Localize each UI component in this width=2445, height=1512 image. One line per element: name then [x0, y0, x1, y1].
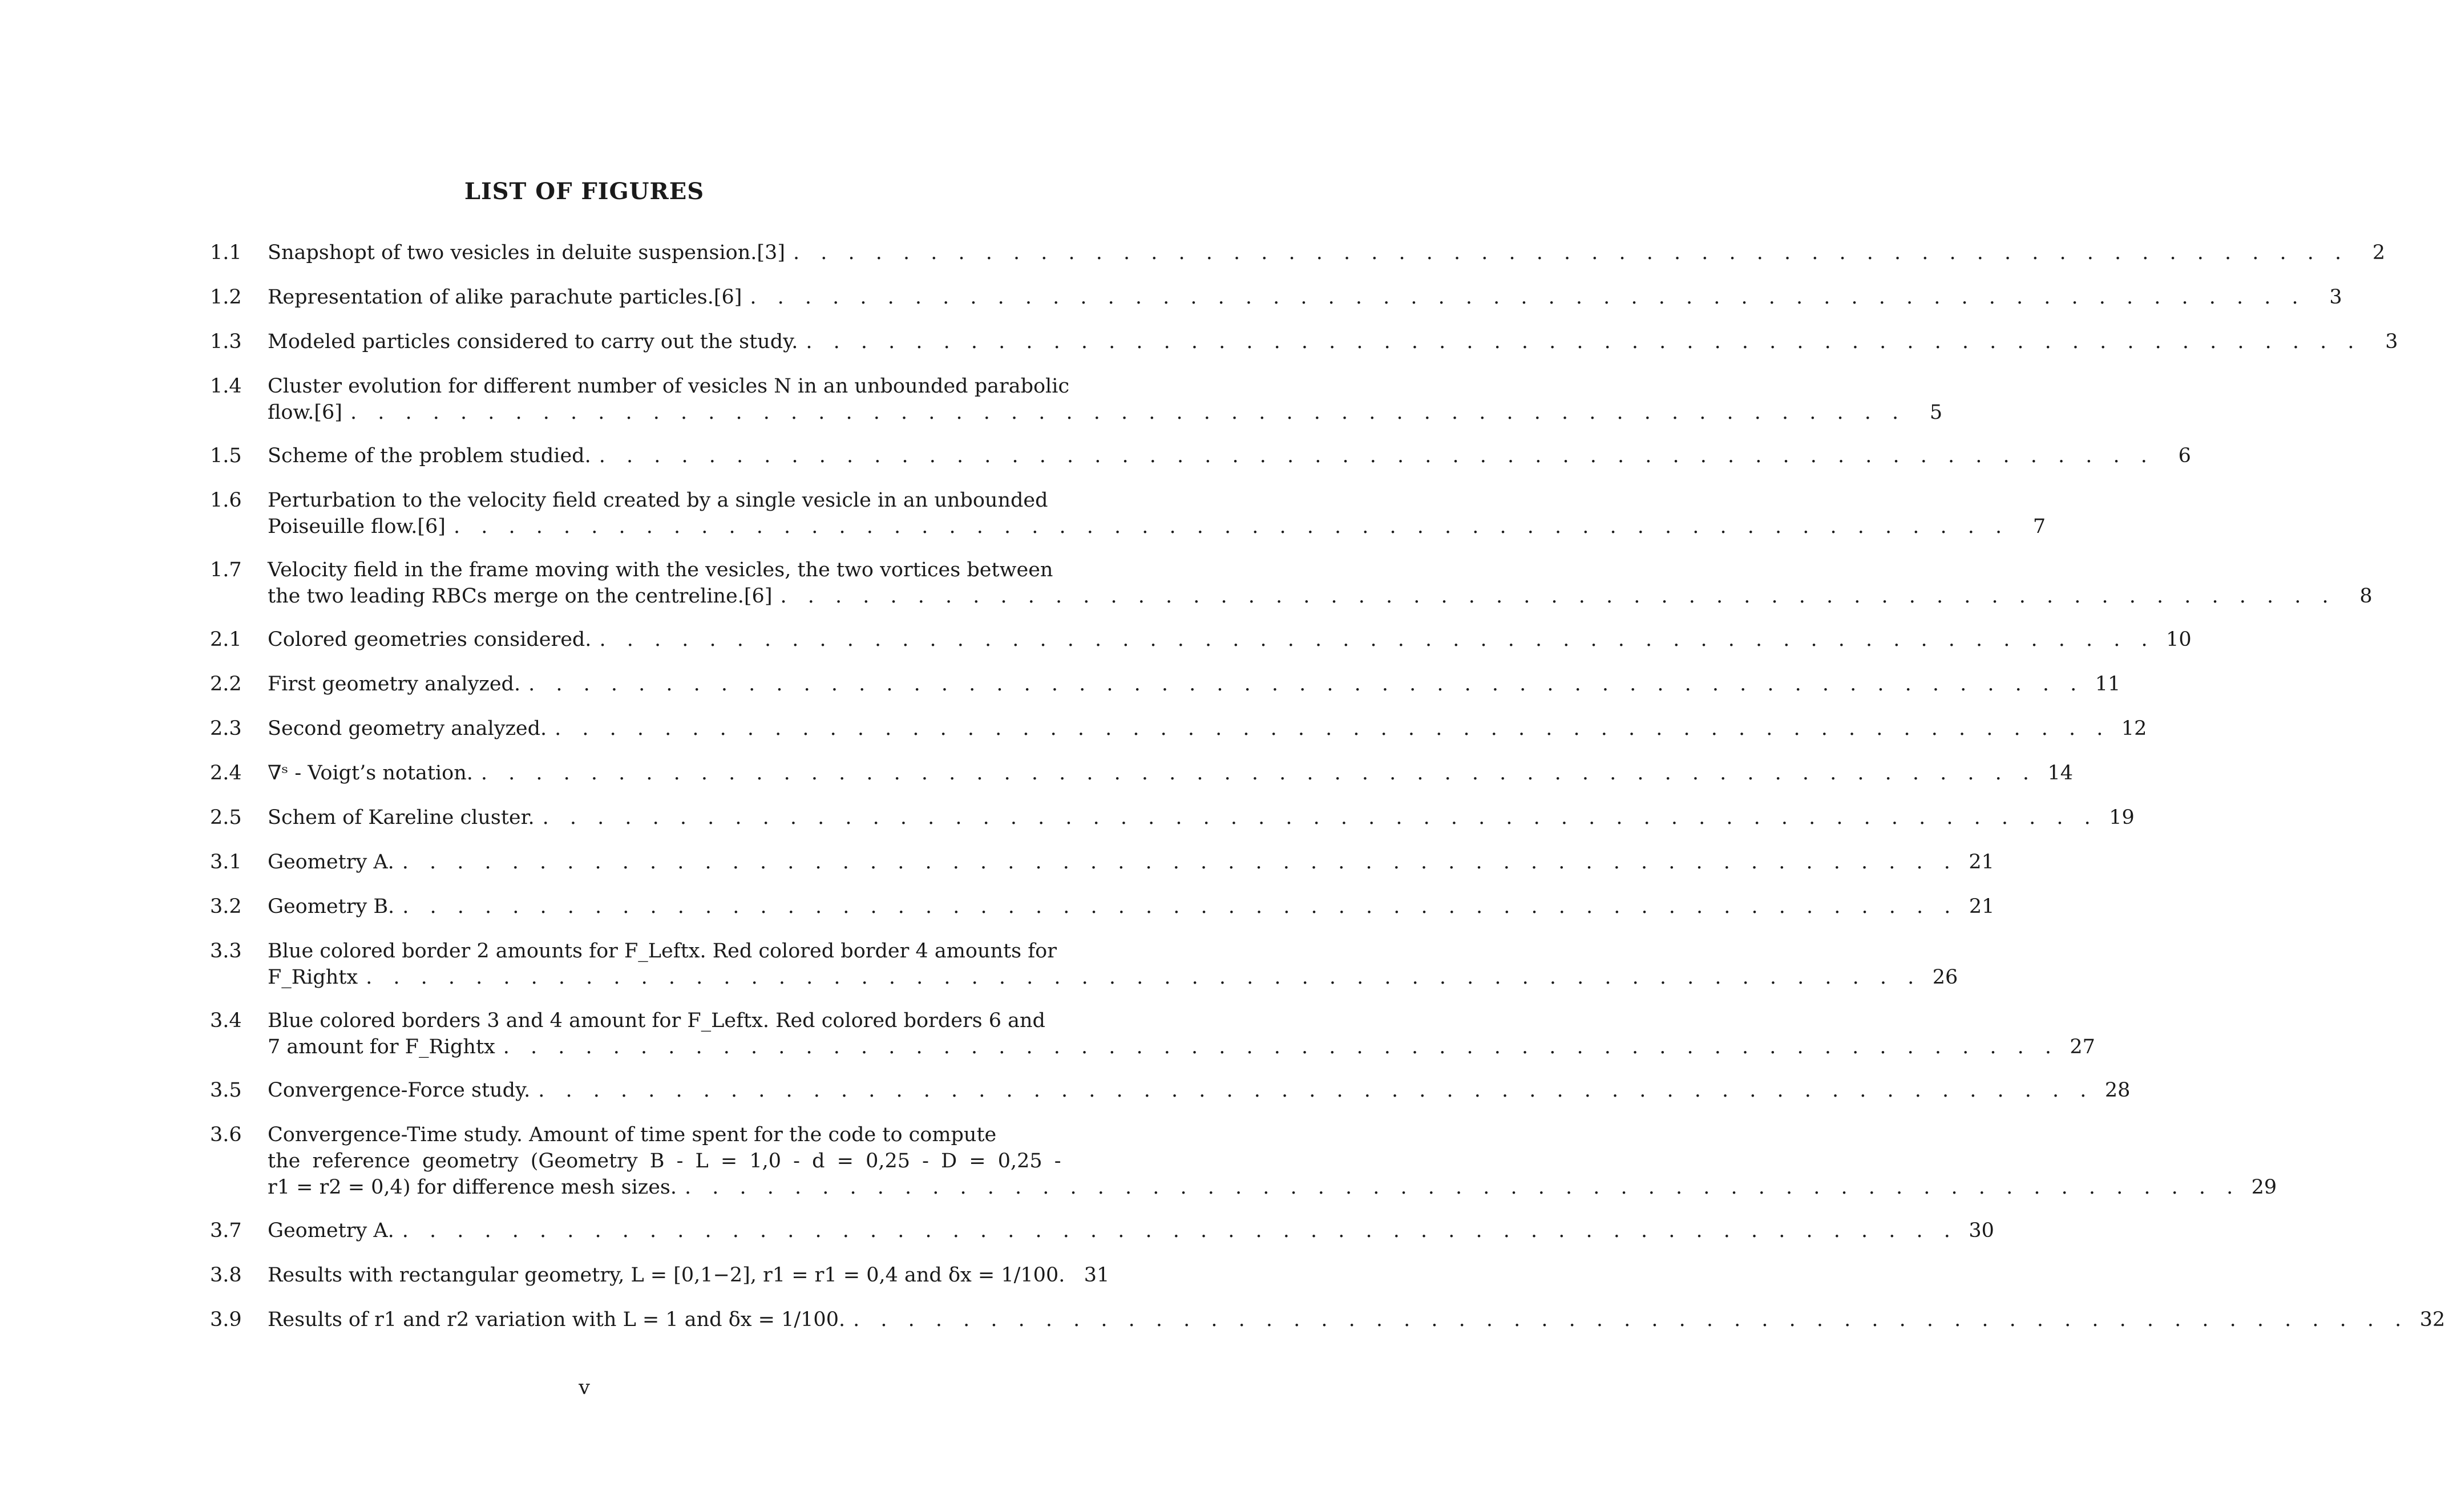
caption-last-line: [268, 329, 2398, 355]
figure-number: 1.6: [210, 489, 242, 512]
figure-caption: [268, 1218, 1994, 1244]
dot-leader: . . . . . . . . . . . . . . . . . . . . . . . . . . . . . . . . . . . . . . . . . . . . . . . . . . . . . . . . .: [366, 966, 1922, 989]
dot-leader: . . . . . . . . . . . . . . . . . . . . . . . . . . . . . . . . . . . . . . . . . . . . . . . . . . . . . . . . .: [806, 330, 2362, 353]
figure-caption: [268, 1122, 2277, 1200]
caption-line: Colored geometries considered.: [268, 628, 592, 651]
caption-last-line: [268, 715, 2147, 742]
figure-number: 2.5: [210, 806, 242, 829]
figure-entry: [210, 1307, 2445, 1333]
figure-number: 2.1: [210, 628, 242, 651]
caption-last-line: [268, 1307, 2445, 1333]
figure-caption: [268, 804, 2135, 831]
dot-leader: . . . . . . . . . . . . . . . . . . . . . . . . . . . . . . . . . . . . . . . . . . . . . . . . . . . . . . . . .: [453, 515, 2010, 538]
figure-entry: [210, 1122, 2277, 1200]
page-reference: 30: [1969, 1219, 1994, 1242]
caption-line: flow.[6]: [268, 401, 342, 424]
caption-line: Poiseuille flow.[6]: [268, 515, 446, 538]
figure-number: 3.7: [210, 1219, 242, 1242]
dot-leader: . . . . . . . . . . . . . . . . . . . . . . . . . . . . . . . . . . . . . . . . . . . . . . . . . . . . . . . . .: [402, 1219, 1958, 1242]
page-reference: 12: [2121, 717, 2147, 740]
figure-number: 3.8: [210, 1264, 242, 1287]
caption-last-line: [268, 399, 1943, 426]
page-reference: 27: [2070, 1036, 2095, 1058]
caption-last-line: [268, 284, 2342, 310]
caption-line: Cluster evolution for different number of vesicles N in an unbounded parabolic: [268, 375, 1070, 398]
caption-line: Results with rectangular geometry, L = [0,1−2], r1 = r1 = 0,4 and δx = 1/100.: [268, 1264, 1065, 1287]
figure-number: 3.2: [210, 895, 242, 918]
caption-last-line: [268, 583, 2373, 609]
page-reference: 19: [2109, 806, 2135, 829]
dot-leader: . . . . . . . . . . . . . . . . . . . . . . . . . . . . . . . . . . . . . . . . . . . . . . . . . . . . . . . . .: [685, 1176, 2241, 1199]
figure-entry: [210, 671, 2121, 697]
dot-leader: . . . . . . . . . . . . . . . . . . . . . . . . . . . . . . . . . . . . . . . . . . . . . . . . . . . . . . . . .: [542, 806, 2098, 829]
caption-last-line: [268, 443, 2191, 469]
caption-last-line: [268, 1262, 1110, 1288]
figure-entry: [210, 804, 2135, 831]
figure-number: 1.5: [210, 444, 242, 467]
caption-last-line: [268, 894, 1995, 920]
page-reference: 3: [2385, 330, 2398, 353]
figure-entry: [210, 1262, 1110, 1288]
figure-caption: [268, 557, 2373, 609]
page-reference: 28: [2104, 1079, 2131, 1102]
dot-leader: . . . . . . . . . . . . . . . . . . . . . . . . . . . . . . . . . . . . . . . . . . . . . . . . . . . . . . . . .: [555, 717, 2111, 740]
figure-number: 3.3: [210, 940, 242, 963]
caption-line: Representation of alike parachute particles.[6]: [268, 286, 742, 309]
page-reference: 14: [2047, 762, 2074, 785]
dot-leader: . . . . . . . . . . . . . . . . . . . . . . . . . . . . . . . . . . . . . . . . . . . . . . . . . . . . . . . . .: [350, 401, 1906, 424]
dot-leader: . . . . . . . . . . . . . . . . . . . . . . . . . . . . . . . . . . . . . . . . . . . . . . . . . . . . . . . . .: [538, 1079, 2094, 1102]
page-reference: 7: [2032, 515, 2046, 538]
figure-entry: [210, 240, 2386, 266]
figure-number: 1.3: [210, 330, 242, 353]
caption-last-line: [268, 671, 2121, 697]
figure-entry: [210, 938, 1958, 991]
caption-line: the two leading RBCs merge on the centreline.[6]: [268, 585, 773, 608]
figure-entry: [210, 626, 2192, 653]
caption-last-line: [268, 964, 1958, 991]
caption-line: r1 = r2 = 0,4) for difference mesh sizes.: [268, 1176, 677, 1199]
figure-caption: [268, 240, 2386, 266]
caption-line: the reference geometry (Geometry B - L = 1,0 - d = 0,25 - D = 0,25 -: [268, 1150, 1061, 1173]
dot-leader: . . . . . . . . . . . . . . . . . . . . . . . . . . . . . . . . . . . . . . . . . . . . . . . . . . . . . . . . .: [402, 851, 1958, 874]
caption-line: 7 amount for F_Rightx: [268, 1036, 495, 1058]
caption-line: Snapshopt of two vesicles in deluite suspension.[3]: [268, 241, 785, 264]
page-reference: 3: [2329, 286, 2342, 309]
caption-line: Geometry A.: [268, 1219, 394, 1242]
caption-last-line: [268, 1218, 1994, 1244]
figure-entry: [210, 849, 1994, 875]
figure-number: 2.4: [210, 762, 242, 785]
caption-line: Blue colored borders 3 and 4 amount for F_Leftx. Red colored borders 6 and: [268, 1009, 1045, 1032]
figure-number: 2.2: [210, 673, 242, 696]
figure-entry: [210, 715, 2147, 742]
dot-leader: . . . . . . . . . . . . . . . . . . . . . . . . . . . . . . . . . . . . . . . . . . . . . . . . . . . . . . . . .: [480, 762, 2037, 785]
figure-caption: [268, 1307, 2445, 1333]
figure-caption: [268, 715, 2147, 742]
caption-line: Modeled particles considered to carry out the study.: [268, 330, 798, 353]
page-reference: 11: [2095, 673, 2121, 696]
caption-last-line: [268, 626, 2192, 653]
page-reference: 8: [2359, 585, 2373, 608]
figure-number: 3.4: [210, 1009, 242, 1032]
figure-caption: [268, 671, 2121, 697]
dot-leader: . . . . . . . . . . . . . . . . . . . . . . . . . . . . . . . . . . . . . . . . . . . . . . . . . . . . . . . . .: [402, 895, 1958, 918]
figure-entry: [210, 373, 1943, 426]
caption-last-line: [268, 1077, 2131, 1103]
caption-last-line: [268, 240, 2386, 266]
caption-line: Geometry B.: [268, 895, 395, 918]
figure-number: 1.4: [210, 375, 242, 398]
figure-number: 1.1: [210, 241, 242, 264]
caption-last-line: [268, 1174, 2277, 1200]
dot-leader: . . . . . . . . . . . . . . . . . . . . . . . . . . . . . . . . . . . . . . . . . . . . . . . . . . . . . . . . .: [599, 444, 2155, 467]
figure-caption: [268, 284, 2342, 310]
figure-number: 2.3: [210, 717, 242, 740]
figure-caption: [268, 1008, 2095, 1060]
caption-line: Geometry A.: [268, 851, 394, 874]
figure-number: 3.5: [210, 1079, 242, 1102]
page-reference: 21: [1969, 895, 1995, 918]
caption-line: Schem of Kareline cluster.: [268, 806, 535, 829]
figure-entry: [210, 1077, 2131, 1103]
figure-entry: [210, 557, 2373, 609]
page-reference: 2: [2372, 241, 2386, 264]
figure-number: 3.9: [210, 1308, 242, 1331]
page-reference: 5: [1929, 401, 1943, 424]
caption-last-line: [268, 514, 2046, 540]
figure-caption: [268, 373, 1943, 426]
caption-line: Perturbation to the velocity field created by a single vesicle in an unbounded: [268, 489, 1048, 512]
caption-last-line: [268, 760, 2074, 786]
figure-caption: [268, 938, 1958, 991]
page-reference: 6: [2178, 444, 2191, 467]
figure-caption: [268, 443, 2191, 469]
figure-number: 1.7: [210, 559, 242, 581]
figure-caption: [268, 1077, 2131, 1103]
caption-line: Velocity field in the frame moving with the vesicles, the two vortices between: [268, 559, 1053, 581]
caption-line: Scheme of the problem studied.: [268, 444, 591, 467]
page-reference: 10: [2166, 628, 2192, 651]
figure-number: 3.1: [210, 851, 242, 874]
caption-line: F_Rightx: [268, 966, 358, 989]
caption-last-line: [268, 1034, 2095, 1060]
figure-number: 3.6: [210, 1123, 242, 1146]
figure-entry: [210, 1218, 1994, 1244]
figure-caption: [268, 487, 2046, 540]
figure-entry: [210, 284, 2342, 310]
figure-caption: [268, 329, 2398, 355]
figure-caption: [268, 1262, 1110, 1288]
page-reference: 26: [1932, 966, 1958, 989]
figure-entry: [210, 1008, 2095, 1060]
caption-line: Second geometry analyzed.: [268, 717, 547, 740]
page-reference: 32: [2419, 1308, 2445, 1331]
figure-entry: [210, 760, 2074, 786]
page-number: v: [579, 1376, 590, 1399]
caption-line: ∇ˢ - Voigt’s notation.: [268, 762, 473, 785]
figure-entry: [210, 487, 2046, 540]
page-reference: 31: [1084, 1264, 1110, 1287]
caption-line: Results of r1 and r2 variation with L = 1 and δx = 1/100.: [268, 1308, 846, 1331]
caption-line: Blue colored border 2 amounts for F_Leftx. Red colored border 4 amounts for: [268, 940, 1057, 963]
figure-entry: [210, 329, 2398, 355]
figure-caption: [268, 894, 1995, 920]
figure-caption: [268, 849, 1994, 875]
figure-entry: [210, 443, 2191, 469]
dot-leader: . . . . . . . . . . . . . . . . . . . . . . . . . . . . . . . . . . . . . . . . . . . . . . . . . . . . . . . . .: [503, 1036, 2059, 1058]
caption-last-line: [268, 804, 2135, 831]
dot-leader: . . . . . . . . . . . . . . . . . . . . . . . . . . . . . . . . . . . . . . . . . . . . . . . . . . . . . . . . .: [528, 673, 2084, 696]
dot-leader: . . . . . . . . . . . . . . . . . . . . . . . . . . . . . . . . . . . . . . . . . . . . . . . . . . . . . . . . .: [750, 286, 2306, 309]
page-reference: 21: [1969, 851, 1994, 874]
dot-leader: . . . . . . . . . . . . . . . . . . . . . . . . . . . . . . . . . . . . . . . . . . . . . . . . . . . . . . . . .: [853, 1308, 2409, 1331]
caption-line: Convergence-Time study. Amount of time spent for the code to compute: [268, 1123, 997, 1146]
dot-leader: . . . . . . . . . . . . . . . . . . . . . . . . . . . . . . . . . . . . . . . . . . . . . . . . . . . . . . . . .: [780, 585, 2336, 608]
figure-number: 1.2: [210, 286, 242, 309]
figure-caption: [268, 626, 2192, 653]
caption-line: First geometry analyzed.: [268, 673, 521, 696]
dot-leader: . . . . . . . . . . . . . . . . . . . . . . . . . . . . . . . . . . . . . . . . . . . . . . . . . . . . . . . . .: [599, 628, 2155, 651]
caption-last-line: [268, 849, 1994, 875]
figure-entry: [210, 894, 1995, 920]
dot-leader: . . . . . . . . . . . . . . . . . . . . . . . . . . . . . . . . . . . . . . . . . . . . . . . . . . . . . . . . .: [793, 241, 2349, 264]
page-reference: 29: [2251, 1176, 2277, 1199]
figure-caption: [268, 760, 2074, 786]
caption-line: Convergence-Force study.: [268, 1079, 531, 1102]
page-title: LIST OF FIGURES: [464, 178, 705, 205]
